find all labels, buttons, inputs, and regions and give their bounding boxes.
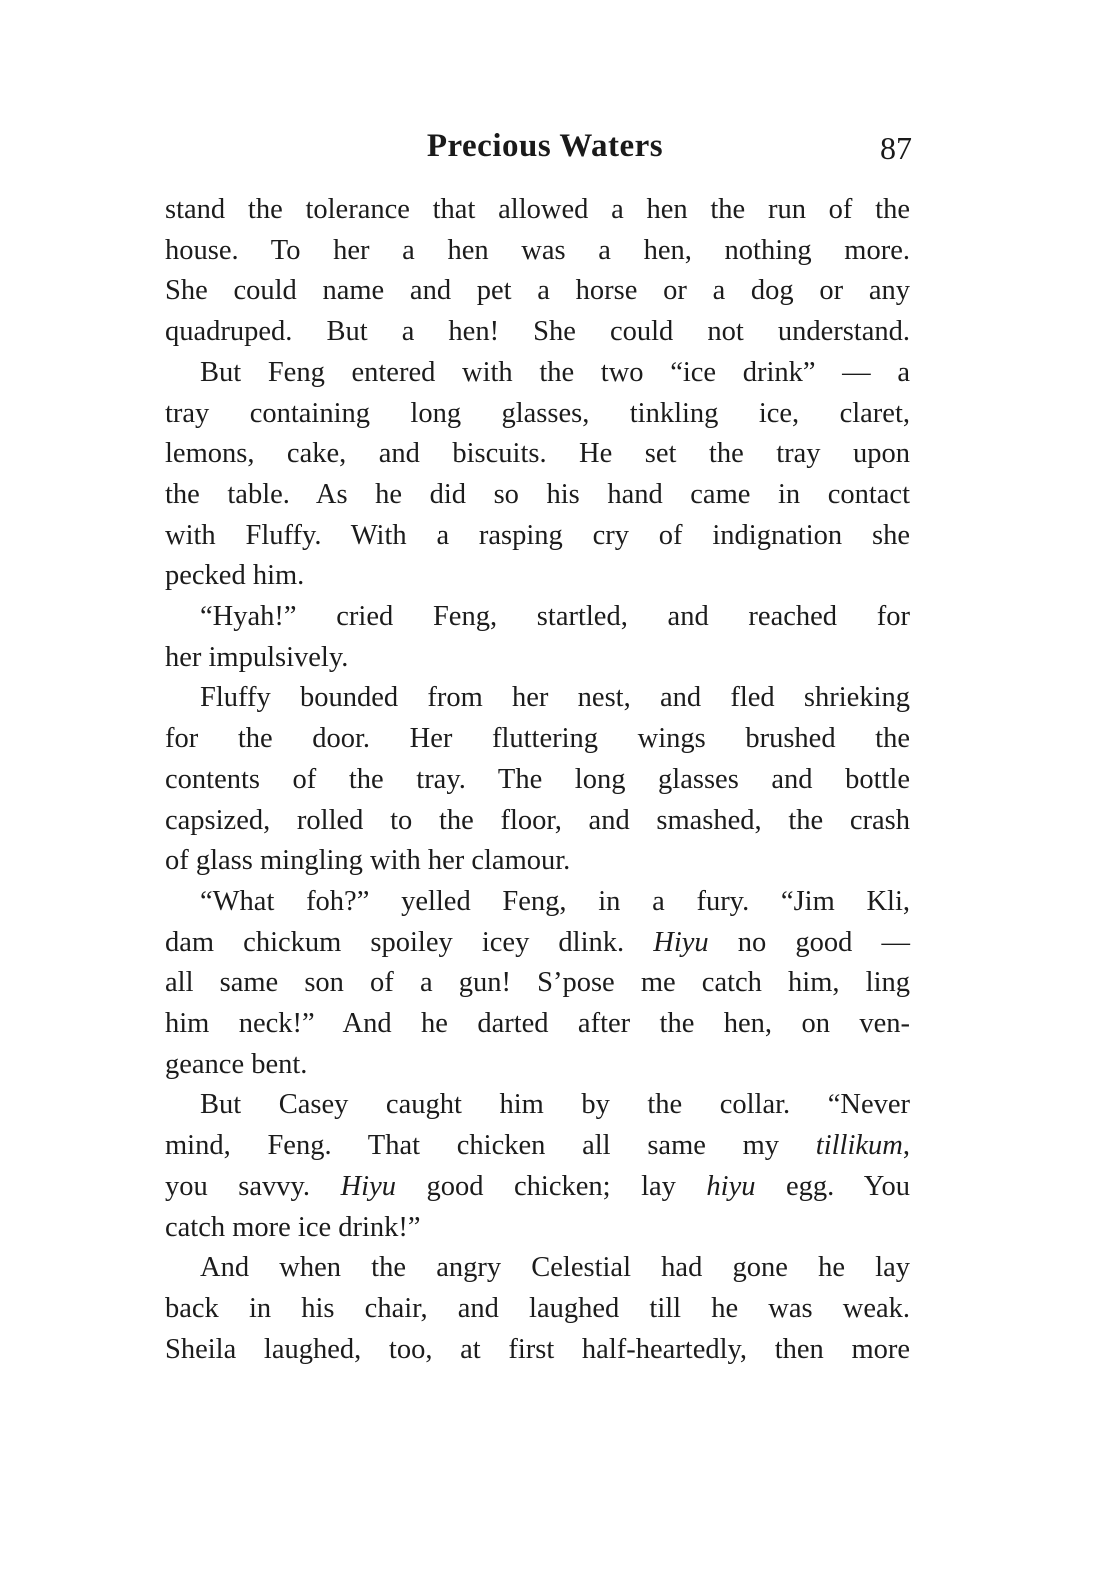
text-line xyxy=(165,273,910,309)
text-line xyxy=(165,518,910,554)
text-line xyxy=(165,1047,910,1083)
text-segment: no good — xyxy=(708,926,910,958)
page-number: 87 xyxy=(880,130,912,166)
text-line xyxy=(165,721,910,757)
text-line xyxy=(165,1006,910,1042)
text-line xyxy=(165,396,910,432)
text-segment: you savvy. xyxy=(165,1170,341,1202)
text-segment: , xyxy=(902,1130,910,1162)
text-line xyxy=(165,314,910,350)
text-line xyxy=(165,477,910,513)
text-segment: all same son of a gun! S’pose me catch him, ling xyxy=(165,967,910,999)
text-line xyxy=(200,680,910,716)
text-segment: lemons, cake, and biscuits. He set the tray upon xyxy=(165,438,910,470)
text-segment: good chicken; lay xyxy=(395,1170,707,1202)
text-segment: geance bent. xyxy=(165,1048,308,1080)
text-line xyxy=(200,599,910,635)
text-segment: Fluffy bounded from her nest, and fled shrieking xyxy=(200,682,910,714)
text-segment: mind, Feng. That chicken all same my xyxy=(165,1130,816,1162)
text-line xyxy=(200,355,910,391)
text-segment: house. To her a hen was a hen, nothing more. xyxy=(165,234,910,266)
text-segment: of glass mingling with her clamour. xyxy=(165,845,571,877)
text-line xyxy=(165,1210,910,1246)
text-line xyxy=(165,192,910,228)
text-line xyxy=(165,640,910,676)
text-segment: quadruped. But a hen! She could not understand. xyxy=(165,316,910,348)
text-line xyxy=(165,843,910,879)
text-line xyxy=(165,1291,910,1327)
text-segment: egg. You xyxy=(755,1170,910,1202)
text-segment: catch more ice drink!” xyxy=(165,1211,421,1243)
text-segment: back in his chair, and laughed till he was weak. xyxy=(165,1292,910,1324)
text-segment: pecked him. xyxy=(165,560,305,592)
text-segment: But Casey caught him by the collar. “Never xyxy=(200,1089,910,1121)
text-segment: for the door. Her fluttering wings brushed the xyxy=(165,723,910,755)
text-line xyxy=(165,1169,910,1205)
text-line xyxy=(165,1332,910,1368)
running-title: Precious Waters xyxy=(426,128,664,164)
text-segment: the table. As he did so his hand came in contact xyxy=(165,478,910,510)
text-line xyxy=(200,1087,910,1123)
text-segment: stand the tolerance that allowed a hen the run of the xyxy=(165,194,910,225)
italic-text: Hiyu xyxy=(653,926,709,958)
italic-text: tillikum xyxy=(815,1130,903,1162)
text-segment: Sheila laughed, too, at first half-heartedly, then more xyxy=(165,1333,910,1365)
text-segment: She could name and pet a horse or a dog or any xyxy=(165,275,910,307)
text-segment: “What foh?” yelled Feng, in a fury. “Jim Kli, xyxy=(200,885,910,917)
text-segment: capsized, rolled to the floor, and smashed, the crash xyxy=(165,804,910,836)
text-segment: tray containing long glasses, tinkling ice, claret, xyxy=(165,397,910,429)
text-segment: with Fluffy. With a rasping cry of indignation she xyxy=(165,519,910,551)
italic-text: hiyu xyxy=(706,1170,756,1202)
text-segment: But Feng entered with the two “ice drink” — a xyxy=(200,356,910,388)
text-segment: contents of the tray. The long glasses and bottle xyxy=(165,763,910,795)
text-segment: “Hyah!” cried Feng, startled, and reached for xyxy=(200,601,910,632)
text-line xyxy=(165,233,910,269)
text-line xyxy=(200,1250,910,1286)
text-line xyxy=(165,803,910,839)
text-line xyxy=(165,925,910,961)
text-line xyxy=(165,762,910,798)
text-line xyxy=(165,436,910,472)
text-line xyxy=(165,1128,910,1164)
text-segment: him neck!” And he darted after the hen, on ven- xyxy=(165,1008,910,1039)
text-line xyxy=(165,558,910,594)
text-segment: dam chickum spoiley icey dlink. xyxy=(165,926,654,958)
text-segment: And when the angry Celestial had gone he lay xyxy=(200,1252,910,1284)
text-segment: her impulsively. xyxy=(165,641,349,673)
text-line xyxy=(165,965,910,1001)
italic-text: Hiyu xyxy=(340,1170,396,1202)
text-line xyxy=(200,884,910,920)
